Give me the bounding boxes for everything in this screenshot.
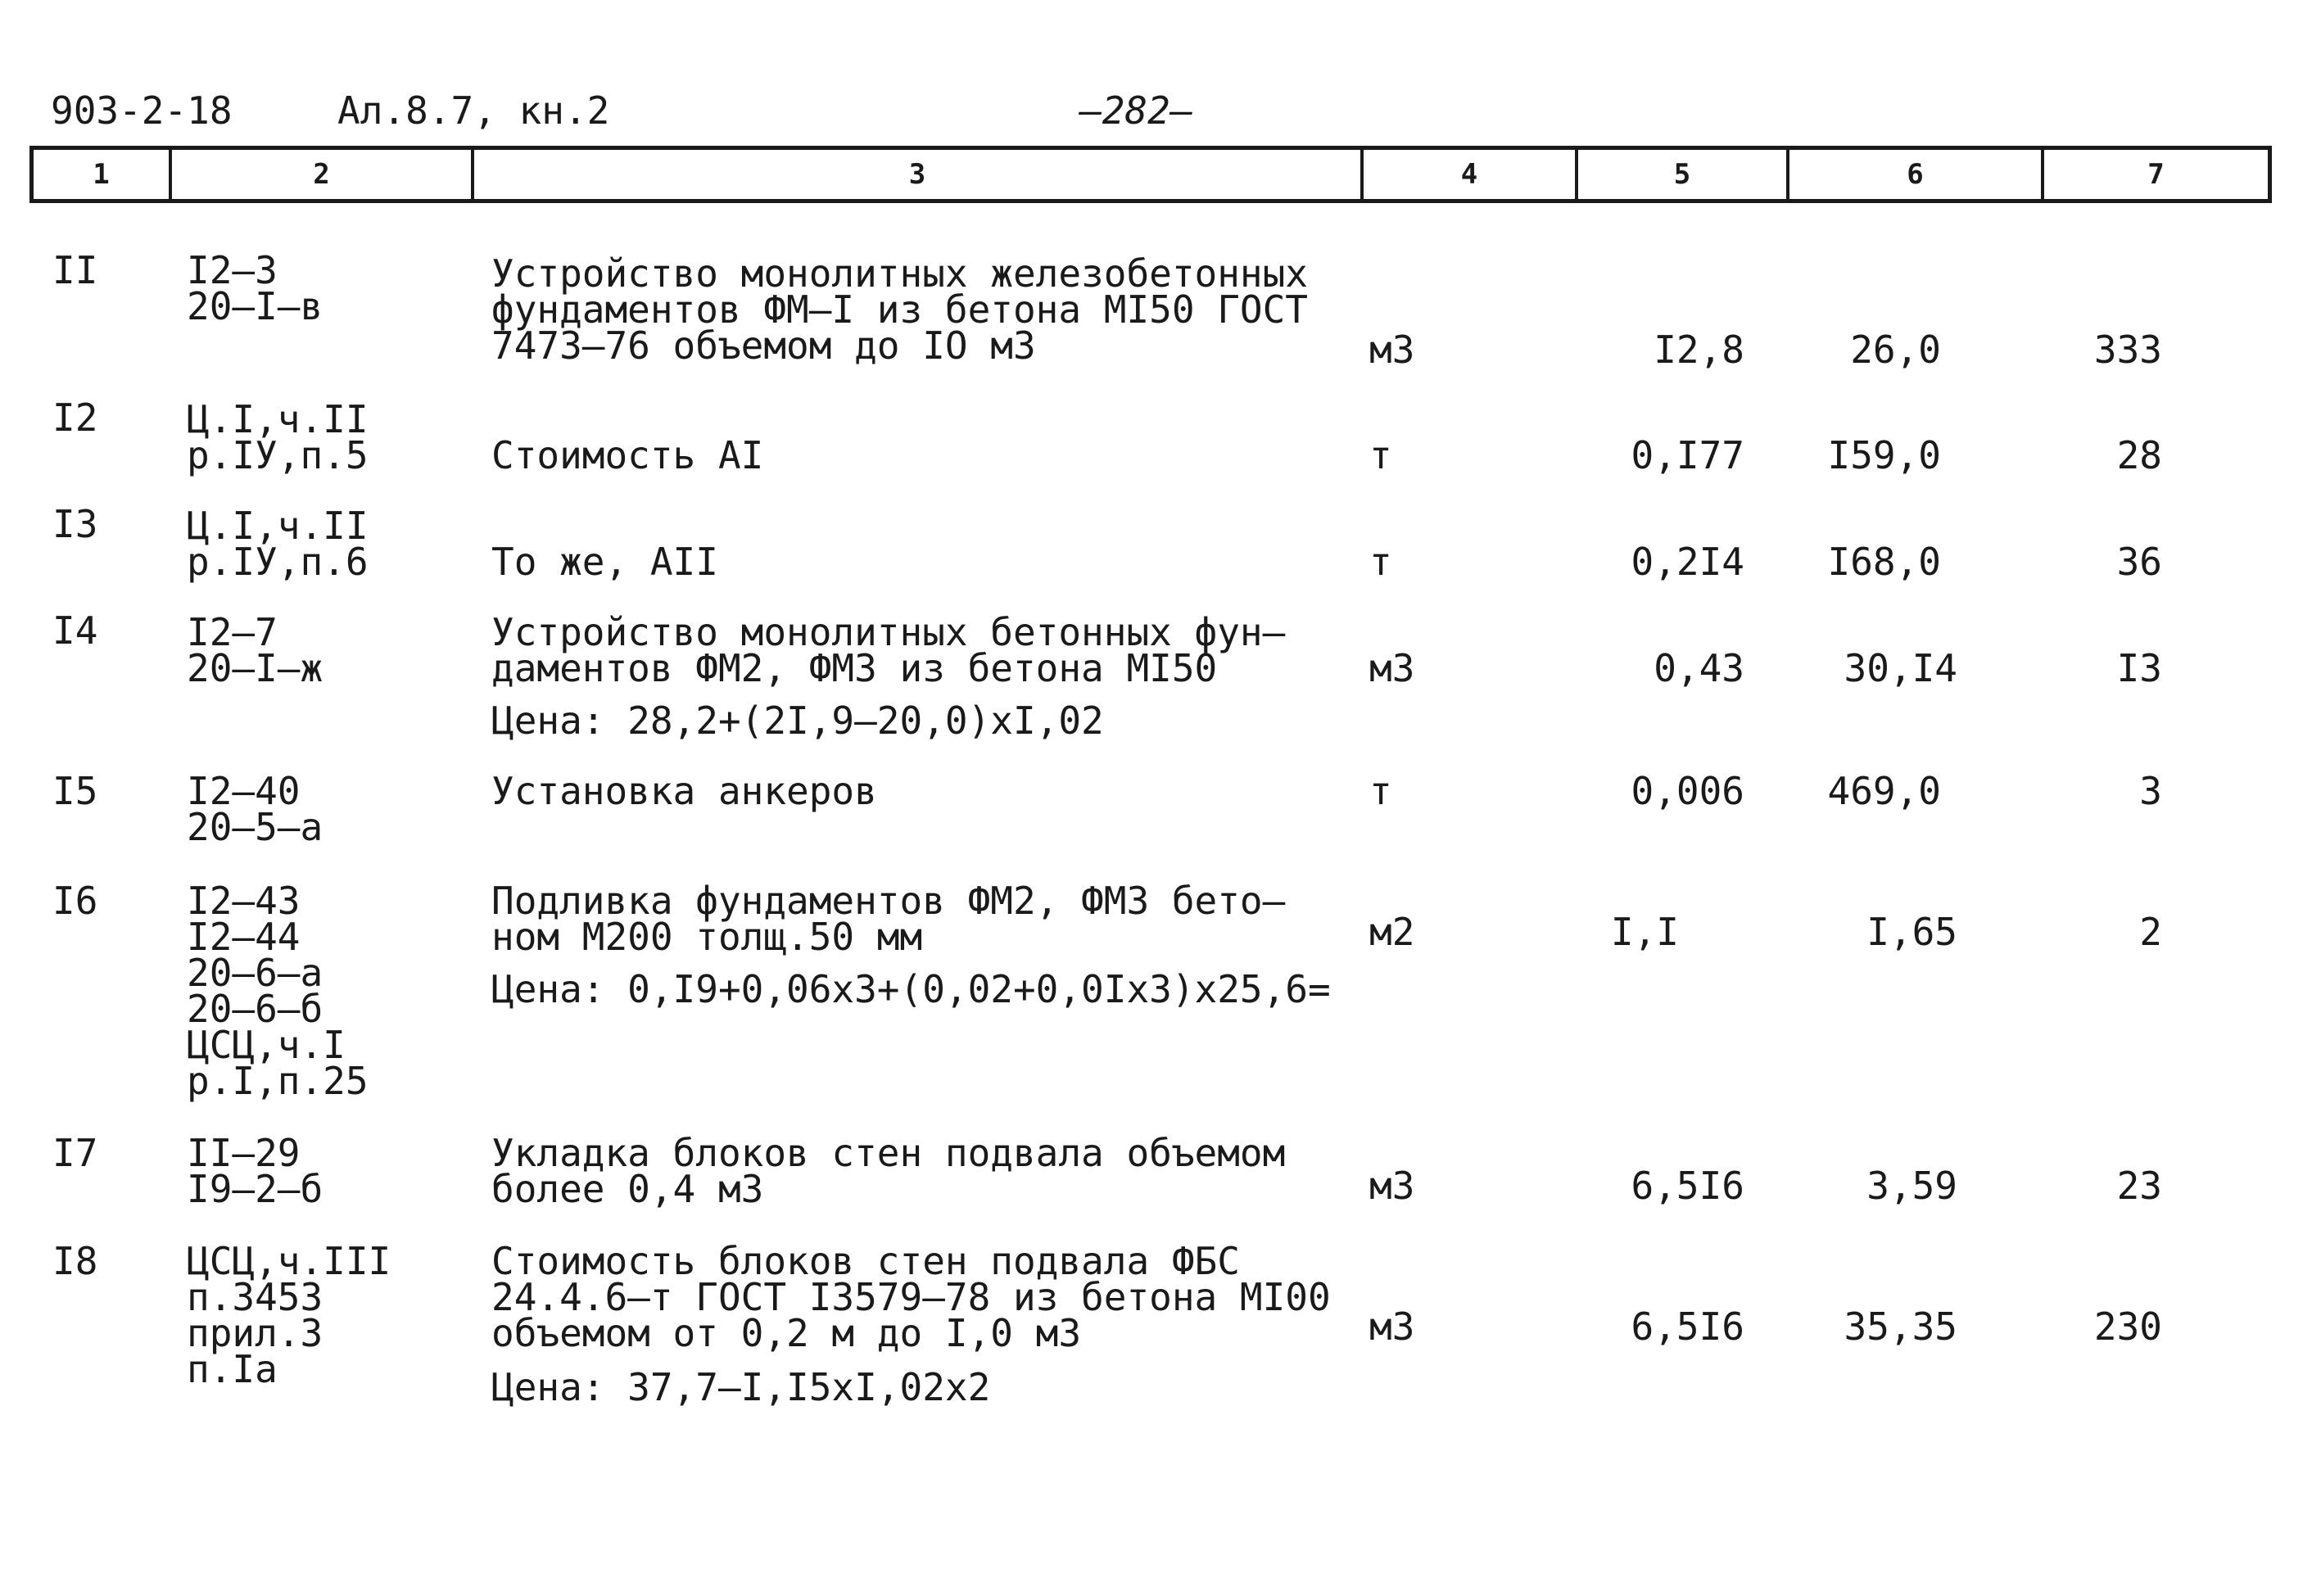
work-description-line: Укладка блоков стен подвала объемом xyxy=(491,1131,1286,1175)
work-description-line: Устройство монолитных железобетонных xyxy=(491,251,1308,296)
row-number: I4 xyxy=(52,608,98,653)
column-header-7: 7 xyxy=(2041,150,2268,199)
total-cost: 333 xyxy=(2093,328,2162,372)
work-description-line: 24.4.6–т ГОСТ I3579–78 из бетона МI00 xyxy=(491,1275,1331,1319)
norm-code-line: I2–40 xyxy=(187,769,301,813)
work-description-line: Установка анкеров xyxy=(491,769,877,813)
norm-code-line: II–29 xyxy=(187,1131,301,1175)
unit-price: I59,0 xyxy=(1827,433,1941,477)
row-number: I2 xyxy=(52,396,98,440)
page-number: —282— xyxy=(1079,88,1193,133)
total-cost: 230 xyxy=(2093,1304,2162,1349)
norm-code-line: р.IУ,п.5 xyxy=(187,433,369,477)
total-cost: 36 xyxy=(2116,540,2162,584)
total-cost: 2 xyxy=(2139,910,2162,954)
document-code: 903-2-18 xyxy=(51,88,233,133)
unit-price: 30,I4 xyxy=(1844,646,1957,690)
unit: м2 xyxy=(1369,910,1415,954)
norm-code-line: I2–43 xyxy=(187,879,301,923)
column-header-4: 4 xyxy=(1360,150,1575,199)
quantity: 6,5I6 xyxy=(1631,1164,1744,1208)
column-header-2: 2 xyxy=(169,150,471,199)
norm-code-line: 20–5–а xyxy=(187,805,323,849)
unit-price: 469,0 xyxy=(1827,769,1941,813)
row-number: I7 xyxy=(52,1131,98,1175)
norm-code-line: р.I,п.25 xyxy=(187,1059,369,1103)
total-cost: 23 xyxy=(2116,1164,2162,1208)
work-description-line: То же, AII xyxy=(491,540,718,584)
work-description-line: 7473–76 объемом до IO м3 xyxy=(491,323,1036,368)
quantity: 6,5I6 xyxy=(1631,1304,1744,1349)
row-number: I6 xyxy=(52,879,98,923)
unit: м3 xyxy=(1369,1164,1415,1208)
total-cost: 3 xyxy=(2139,769,2162,813)
row-number: I8 xyxy=(52,1239,98,1283)
work-description-line: ном М200 толщ.50 мм xyxy=(491,915,923,959)
norm-code-line: Ц.I,ч.II xyxy=(187,504,369,548)
row-number: II xyxy=(52,248,98,292)
norm-code-line: 20–6–б xyxy=(187,987,323,1031)
norm-code-line: 20–6–а xyxy=(187,951,323,995)
work-description-line: объемом от 0,2 м до I,0 м3 xyxy=(491,1311,1082,1355)
column-header-row xyxy=(29,146,2272,203)
total-cost: I3 xyxy=(2116,646,2162,690)
unit: м3 xyxy=(1369,646,1415,690)
quantity: I2,8 xyxy=(1654,328,1744,372)
norm-code-line: I9–2–б xyxy=(187,1167,323,1211)
row-number: I3 xyxy=(52,502,98,546)
unit-price: 3,59 xyxy=(1866,1164,1957,1208)
unit: т xyxy=(1369,433,1392,477)
work-description-line: Устройство монолитных бетонных фун– xyxy=(491,610,1286,654)
row-number: I5 xyxy=(52,769,98,813)
quantity: 0,43 xyxy=(1654,646,1744,690)
norm-code-line: 20–I–ж xyxy=(187,646,323,690)
unit: т xyxy=(1369,769,1392,813)
quantity: 0,2I4 xyxy=(1631,540,1744,584)
work-description-line: фундаментов ФМ–I из бетона МI50 ГОСТ xyxy=(491,287,1308,332)
norm-code-line: ЦСЦ,ч.III xyxy=(187,1239,391,1283)
norm-code-line: ЦСЦ,ч.I xyxy=(187,1023,346,1067)
quantity: 0,006 xyxy=(1631,769,1744,813)
norm-code-line: п.3453 xyxy=(187,1275,323,1319)
unit-price: 35,35 xyxy=(1844,1304,1957,1349)
work-description-line: даментов ФМ2, ФМ3 из бетона МI50 xyxy=(491,646,1218,690)
unit: м3 xyxy=(1369,1304,1415,1349)
column-header-5: 5 xyxy=(1575,150,1786,199)
unit-price: I68,0 xyxy=(1827,540,1941,584)
norm-code-line: п.Iа xyxy=(187,1347,278,1391)
price-note: Цена: 0,I9+0,06х3+(0,02+0,0Iх3)х25,6= xyxy=(491,967,1331,1011)
unit-price: 26,0 xyxy=(1850,328,1941,372)
norm-code-line: р.IУ,п.6 xyxy=(187,540,369,584)
norm-code-line: I2–3 xyxy=(187,248,278,292)
quantity: I,I xyxy=(1610,910,1679,954)
norm-code-line: прил.3 xyxy=(187,1311,323,1355)
price-note: Цена: 28,2+(2I,9–20,0)хI,02 xyxy=(491,699,1104,743)
unit-price: I,65 xyxy=(1866,910,1957,954)
total-cost: 28 xyxy=(2116,433,2162,477)
column-header-1: 1 xyxy=(93,158,110,191)
album-reference: Ал.8.7, кн.2 xyxy=(337,88,610,133)
unit: м3 xyxy=(1369,328,1415,372)
norm-code-line: I2–7 xyxy=(187,610,278,654)
norm-code-line: 20–I–в xyxy=(187,284,323,328)
column-header-6: 6 xyxy=(1786,150,2041,199)
work-description-line: Стоимость блоков стен подвала ФБС xyxy=(491,1239,1240,1283)
column-header-3: 3 xyxy=(471,150,1360,199)
norm-code-line: Ц.I,ч.II xyxy=(187,397,369,441)
norm-code-line: I2–44 xyxy=(187,915,301,959)
price-note: Цена: 37,7–I,I5хI,02х2 xyxy=(491,1365,991,1409)
work-description-line: Стоимость AI xyxy=(491,433,764,477)
work-description-line: Подливка фундаментов ФМ2, ФМ3 бето– xyxy=(491,879,1286,923)
unit: т xyxy=(1369,540,1392,584)
work-description-line: более 0,4 м3 xyxy=(491,1167,764,1211)
quantity: 0,I77 xyxy=(1631,433,1744,477)
